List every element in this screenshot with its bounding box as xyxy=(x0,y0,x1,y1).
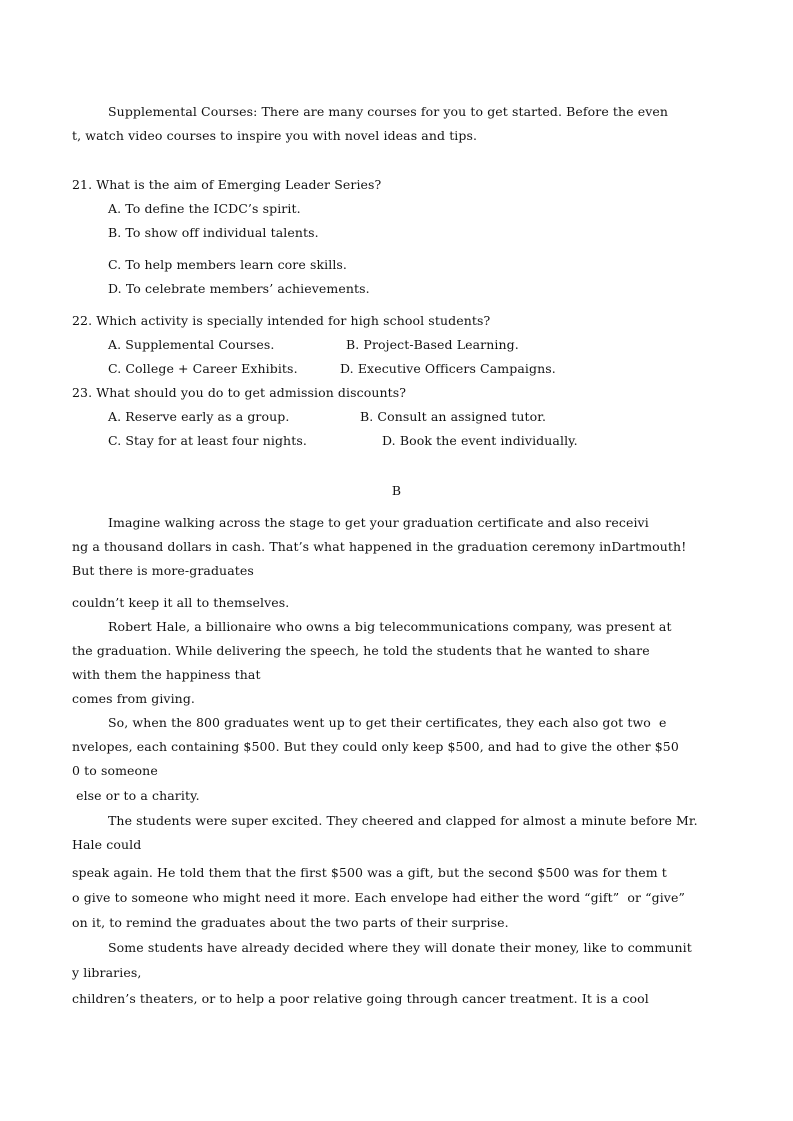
question-21-stem: 21. What is the aim of Emerging Leader Series? xyxy=(72,177,382,192)
passage-line: y libraries, xyxy=(72,965,142,980)
passage-line: couldn’t keep it all to themselves. xyxy=(72,595,290,610)
passage-line: But there is more-graduates xyxy=(72,563,254,578)
passage-line: 0 to someone xyxy=(72,763,158,778)
passage-line: Robert Hale, a billionaire who owns a big telecommunications company, was present at xyxy=(108,619,672,634)
passage-line: Some students have already decided where they will donate their money, like to communit xyxy=(108,940,692,955)
question-23-stem: 23. What should you do to get admission discounts? xyxy=(72,385,407,400)
passage-line: comes from giving. xyxy=(72,691,196,706)
passage-line: else or to a charity. xyxy=(72,788,200,803)
question-23-option-c: C. Stay for at least four nights. xyxy=(108,433,307,448)
section-b-heading: B xyxy=(391,483,402,498)
passage-line: ng a thousand dollars in cash. That’s what happened in the graduation ceremony inDartmouth! xyxy=(72,539,687,554)
question-21-option-c: C. To help members learn core skills. xyxy=(108,257,348,272)
supplemental-line-1: Supplemental Courses: There are many courses for you to get started. Before the even xyxy=(108,104,669,119)
passage-line: nvelopes, each containing $500. But they could only keep $500, and had to give the other $50 xyxy=(72,739,679,754)
passage-line: Imagine walking across the stage to get your graduation certificate and also receivi xyxy=(108,515,649,530)
question-22-option-b: B. Project-Based Learning. xyxy=(346,337,519,352)
question-21-option-b: B. To show off individual talents. xyxy=(108,225,319,240)
question-22-stem: 22. Which activity is specially intended for high school students? xyxy=(72,313,491,328)
passage-line: children’s theaters, or to help a poor relative going through cancer treatment. It is a cool xyxy=(72,991,649,1006)
passage-line: the graduation. While delivering the speech, he told the students that he wanted to share xyxy=(72,643,650,658)
passage-line: The students were super excited. They cheered and clapped for almost a minute before Mr. xyxy=(108,813,698,828)
supplemental-line-2: t, watch video courses to inspire you with novel ideas and tips. xyxy=(72,128,478,143)
passage-line: So, when the 800 graduates went up to get their certificates, they each also got two e xyxy=(108,715,667,730)
question-23-option-a: A. Reserve early as a group. xyxy=(108,409,290,424)
passage-line: Hale could xyxy=(72,837,142,852)
question-22-option-d: D. Executive Officers Campaigns. xyxy=(340,361,556,376)
passage-line: speak again. He told them that the first $500 was a gift, but the second $500 was for them t xyxy=(72,865,667,880)
question-22-option-a: A. Supplemental Courses. xyxy=(108,337,275,352)
passage-line: with them the happiness that xyxy=(72,667,261,682)
question-21-option-d: D. To celebrate members’ achievements. xyxy=(108,281,370,296)
question-21-option-a: A. To define the ICDC’s spirit. xyxy=(108,201,301,216)
question-22-option-c: C. College + Career Exhibits. xyxy=(108,361,298,376)
question-23-option-d: D. Book the event individually. xyxy=(382,433,578,448)
passage-line: on it, to remind the graduates about the two parts of their surprise. xyxy=(72,915,509,930)
passage-line: o give to someone who might need it more. Each envelope had either the word “gift” or “give” xyxy=(72,890,685,905)
question-23-option-b: B. Consult an assigned tutor. xyxy=(360,409,547,424)
